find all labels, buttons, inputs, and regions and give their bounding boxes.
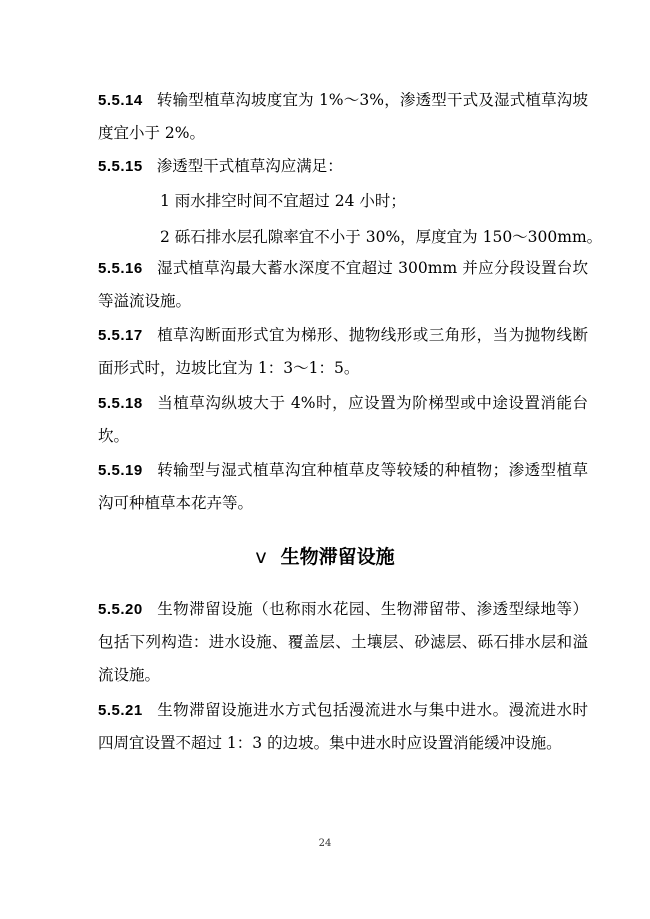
clause-number: 5.5.18 [98,395,143,412]
section-marker: ⅴ [255,546,267,568]
clause-5-5-16 [98,252,588,318]
clause-5-5-17 [98,319,588,385]
clause-text: 当植草沟纵坡大于 4%时，应设置为阶梯型或中途设置消能台坎。 [98,394,588,445]
section-title: 生物滞留设施 [280,546,395,568]
clause-text: 转输型与湿式植草沟宜种植草皮等较矮的种植物；渗透型植草沟可种植草本花卉等。 [98,461,588,512]
clause-number: 5.5.19 [98,462,143,479]
clause-text: 转输型植草沟坡度宜为 1%～3%，渗透型干式及湿式植草沟坡度宜小于 2%。 [98,91,588,142]
clause-5-5-18 [98,387,588,453]
clause-5-5-20 [98,593,588,692]
clause-text: 生物滞留设施进水方式包括漫流进水与集中进水。漫流进水时四周宜设置不超过 1：3 的边坡。集中进水时应设置消能缓冲设施。 [98,701,588,752]
clause-number: 5.5.15 [98,158,143,175]
section-heading [0,539,650,575]
clause-number: 5.5.17 [98,327,143,344]
clause-number: 5.5.14 [98,92,143,109]
clause-5-5-14 [98,84,588,150]
clause-number: 5.5.16 [98,260,143,277]
clause-text: 植草沟断面形式宜为梯形、抛物线形或三角形，当为抛物线断面形式时，边坡比宜为 1：3～1：5。 [98,326,588,377]
clause-text: 渗透型干式植草沟应满足： [156,157,343,175]
page-number: 24 [318,838,332,849]
clause-5-5-19 [98,454,588,520]
clause-5-5-15 [98,150,588,183]
clause-5-5-15-item-2: 2 砾石排水层孔隙率宜不小于 30%，厚度宜为 150～300mm。 [160,228,603,246]
clause-text: 生物滞留设施（也称雨水花园、生物滞留带、渗透型绿地等）包括下列构造：进水设施、覆盖层、土壤层、砂滤层、砾石排水层和溢流设施。 [98,600,588,684]
clause-text: 湿式植草沟最大蓄水深度不宜超过 300mm 并应分段设置台坎等溢流设施。 [98,259,588,310]
clause-5-5-21 [98,694,588,760]
clause-number: 5.5.20 [98,601,143,618]
clause-5-5-15-item-1: 1 雨水排空时间不宜超过 24 小时； [160,192,406,210]
clause-number: 5.5.21 [98,702,143,719]
